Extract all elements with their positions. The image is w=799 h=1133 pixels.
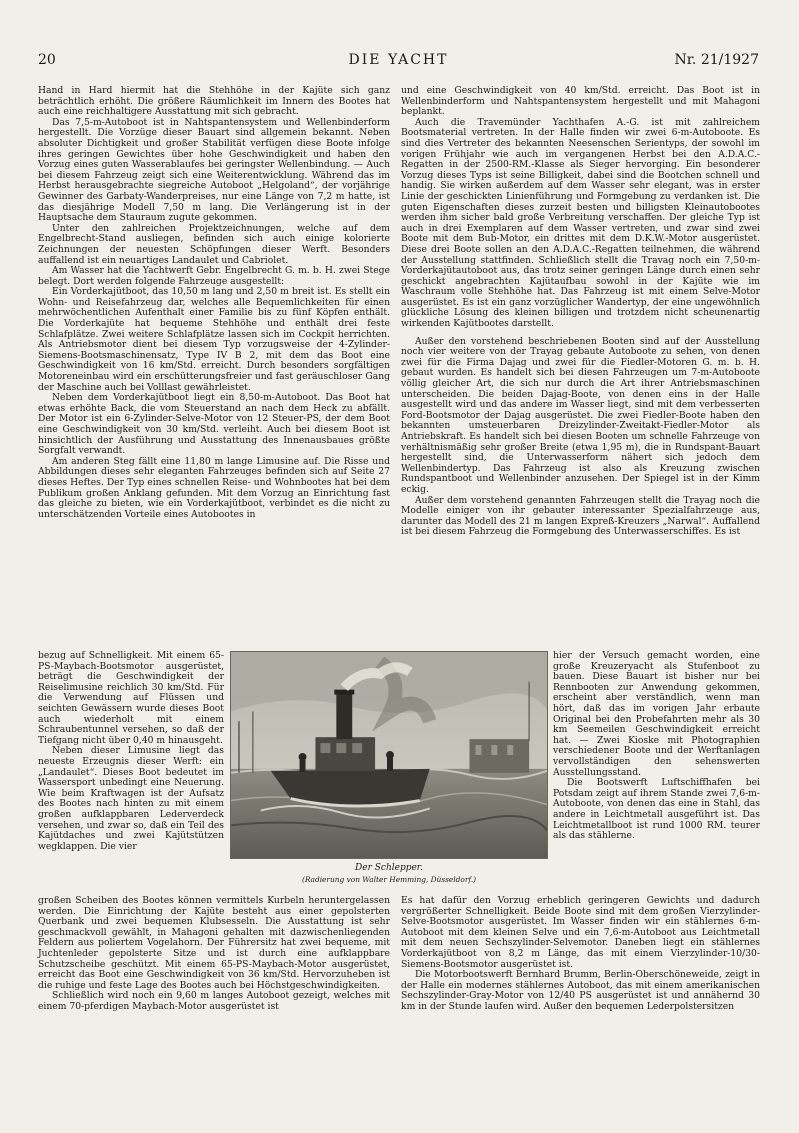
paragraph: hier der Versuch gemacht worden, eine große Kreuzeryacht als Stufenboot zu bauen. Diese Bauart ist bisher nur bei Rennbooten zur Anwendung gekommen, erscheint aber verständlich, wenn man hört, daß das im vorigen Jahr erbaute Original bei den Probefahrten mehr als 30 km Seemeilen Geschwindigkeit erreicht hat. — Zwei Kioske mit Photographien verschiedener Boote und der Werftanlagen vervollständigen den sehenswerten Ausstellungsstand.: [553, 650, 760, 778]
figure-caption: Der Schlepper.: [355, 863, 423, 873]
etching-figure: [230, 651, 548, 888]
paragraph: Außer den vorstehend beschriebenen Booten sind auf der Ausstellung noch vier weitere von der Trayag gebaute Autoboote zu sehen, von denen zwei für die Firma Dajag und zwei für die Fiedler-Motoren G. m. b. H. gebaut wurden. Es handelt sich bei diesen Fahrzeugen um 7-m-Autoboote völlig gleicher Art, die sich nur durch die Art ihrer Antriebsmaschinen unterscheiden. Die beiden Dajag-Boote, von denen eins in der Halle ausgestellt wird und das andere im Wasser liegt, sind mit dem verbesserten Ford-Bootsmotor der Dajag ausgerüstet. Die zwei Fiedler-Boote haben den bekannten umsteuerbaren Dreizylinder-Zweitakt-Fiedler-Motor als Antriebskraft. Es handelt sich bei diesen Booten um schnelle Fahrzeuge von verhältnismäßig sehr großer Breite (etwa 1,95 m), die in Rundspant-Bauart hergestellt sind, die Unterwasserform nähert sich jedoch dem Wellenbindertyp. Das Fahrzeug ist also als Kreuzung zwischen Rundspantboot und Wellenbinder anzusehen. Der Spiegel ist in der Kimm eckig.: [401, 335, 760, 495]
paragraph: Außer dem vorstehend genannten Fahrzeugen stellt die Trayag noch die Modelle einiger von ihr gebauter interessanter Spezialfahrzeuge aus, darunter das Modell des 21 m langen Expreß-Kreuzers „Narwal“. Auffallend ist bei diesem Fahrzeug die Formgebung des Unterwasserschiffes. Es ist: [401, 494, 760, 538]
paragraph: bezug auf Schnelligkeit. Mit einem 65-PS-Maybach-Bootsmotor ausgerüstet, beträgt die Geschwindigkeit der Reiselimusine reichlich 30 km/Std. Für die Verwendung auf Flüssen und seichten Gewässern wurde dieses Boot auch wiederholt mit einem Schraubentunnel versehen, so daß der Tiefgang nicht über 0,40 m hinausgeht.: [38, 650, 224, 746]
issue-number: Nr. 21/1927: [674, 52, 759, 68]
left-column-bottom: [38, 896, 390, 1013]
paragraph: Neben dieser Limusine liegt das neueste Erzeugnis dieser Werft: ein „Landaulet“. Dieses Boot bedeutet im Wassersport unbedingt eine Neuerung. Wie beim Kraftwagen ist der Aufsatz des Bootes nach hinten zu mit einem großen aufklappbaren Lederverdeck versehen, und zwar so, daß ein Teil des Kajütdaches und zwei Kajütstützen wegklappen. Die vier: [38, 745, 224, 852]
paragraph: Am Wasser hat die Yachtwerft Gebr. Engelbrecht G. m. b. H. zwei Stege belegt. Dort werden folgende Fahrzeuge ausgestellt:: [38, 265, 390, 287]
tugboat-illustration: [231, 652, 547, 858]
magazine-title: DIE YACHT: [348, 52, 449, 68]
paragraph: Auch die Travemünder Yachthafen A.-G. ist mit zahlreichem Bootsmaterial vertreten. In der Halle finden wir zwei 6-m-Autoboote. Es sind dies Vertreter des bekannten Neesenschen Serientyps, der sowohl im vorigen Frühjahr wie auch im vergangenen Herbst bei den A.D.A.C.-Regatten in der 2500-RM.-Klasse als Sieger hervorging. Ein besonderer Vorzug dieses Typs ist seine Billigkeit, dabei sind die Bootchen schnell und handig. Sie wirken außerdem auf dem Wasser sehr elegant, was in erster Linie der geschickten Linienführung und Formgebung zu verdanken ist. Die guten Eigenschaften dieses zurzeit besten und billigsten Kleinautobootes werden ihm sicher bald große Verbreitung verschaffen. Der gleiche Typ ist auch in drei Exemplaren auf dem Wasser vertreten, und zwar sind zwei Boote mit dem Bub-Motor, ein drittes mit dem D.K.W.-Motor ausgerüstet. Diese drei Boote sollen an den A.D.A.C.-Regatten teilnehmen, die während der Ausstellung stattfinden. Schließlich stellt die Travag noch ein 7,50-m-Vorderkajütautoboot aus, das trotz seiner geringen Länge durch einen sehr geschickt angebrachten Kajütaufbau sowohl in der Kajüte wie im Waschraum volle Stehhöhe hat. Das Fahrzeug ist mit einem Selve-Motor ausgerüstet. Es ist ein ganz vorzüglicher Wandertyp, der eine ungewöhnlich glückliche Lösung des kleinen billigen und trotzdem nicht scheunenartig wirkenden Kajütbootes darstellt.: [401, 116, 760, 330]
paragraph: Ein Vorderkajütboot, das 10,50 m lang und 2,50 m breit ist. Es stellt ein Wohn- und Reisefahrzeug dar, welches alle Bequemlichkeiten für einen mehrwöchentlichen Aufenthalt einer Familie bis zu fünf Köpfen enthält. Die Vorderkajüte hat bequeme Stehhöhe und enthält drei feste Schlafplätze. Zwei weitere Schlafplätze lassen sich im Cockpit herrichten. Als Antriebsmotor dient bei diesem Typ vorzugsweise der 4-Zylinder-Siemens-Bootsmaschinensatz, Type IV B 2, mit dem das Boot eine Geschwindigkeit von 16 km/Std. erreicht. Durch besonders sorgfältigen Motoreneinbau wird ein erschütterungsfreier und fast geräuschloser Gang der Maschine auch bei Volllast gewährleistet.: [38, 286, 390, 393]
paragraph: Am anderen Steg fällt eine 11,80 m lange Limusine auf. Die Risse und Abbildungen dieses sehr eleganten Fahrzeuges befinden sich auf Seite 27 dieses Heftes. Der Typ eines schnellen Reise- und Wohnbootes hat bei dem Publikum großen Anklang gefunden. Mit dem Vorzug an Einrichtung fast das gleiche zu bieten, wie ein Vorderkajütboot, verbindet es die nicht zu unterschätzenden Vorteile eines Autobootes in: [38, 455, 390, 520]
right-column-top: [401, 86, 760, 538]
left-column-top: [38, 86, 390, 520]
paragraph: Unter den zahlreichen Projektzeichnungen, welche auf dem Engelbrecht-Stand ausliegen, befinden sich auch einige kolorierte Zeichnungen der neuesten Schöpfungen dieser Werft. Besonders auffallend ist ein neuartiges Landaulet und Cabriolet.: [38, 222, 390, 266]
paragraph: Hand in Hard hiermit hat die Stehhöhe in der Kajüte sich ganz beträchtlich erhöht. Die größere Räumlichkeit im Innern des Bootes hat auch eine reichhaltigere Ausstattung mit sich gebracht.: [38, 85, 390, 118]
tugboat-etching-image: [230, 651, 548, 859]
right-column-bottom: [401, 896, 760, 1013]
paragraph: Neben dem Vorderkajütboot liegt ein 8,50-m-Autoboot. Das Boot hat etwas erhöhte Back, die vom Steuerstand an nach dem Heck zu abfällt. Der Motor ist ein 6-Zylinder-Selve-Motor von 12 Steuer-PS, der dem Boot eine Geschwindigkeit von 30 km/Std. verleiht. Auch bei diesem Boot ist hinsichtlich der Ausführung und Ausstattung des Innenausbaues größte Sorgfalt verwandt.: [38, 392, 390, 457]
right-column-beside-figure: [553, 651, 760, 842]
paragraph: Schließlich wird noch ein 9,60 m langes Autoboot gezeigt, welches mit einem 70-pferdigen Maybach-Motor ausgerüstet ist: [38, 990, 390, 1012]
paragraph: Es hat dafür den Vorzug erheblich geringeren Gewichts und dadurch vergrößerter Schnelligkeit. Beide Boote sind mit dem großen Vierzylinder-Selve-Bootsmotor ausgerüstet. Im Wasser finden wir ein stählernes 6-m-Autoboot mit dem kleinen Selve und ein 7,6-m-Autoboot aus Leichtmetall mit dem neuen Sechszylinder-Selvemotor. Daneben liegt ein stählernes Vorderkajütboot von 8,2 m Länge, das mit einem Vierzylinder-10/30-Siemens-Bootsmotor ausgerüstet ist.: [401, 895, 760, 970]
paragraph: Die Bootswerft Luftschiffhafen bei Potsdam zeigt auf ihrem Stande zwei 7,6-m-Autoboote, von denen das eine in Stahl, das andere in Leichtmetall ausgeführt ist. Das Leichtmetallboot ist rund 1000 RM. teurer als das stählerne.: [553, 777, 760, 842]
page-number: 20: [38, 52, 56, 68]
page-header: [38, 52, 759, 72]
paragraph: und eine Geschwindigkeit von 40 km/Std. erreicht. Das Boot ist in Wellenbinderform und Nahtspantensystem hergestellt und mit Mahagoni beplankt.: [401, 85, 760, 118]
paragraph: großen Scheiben des Bootes können vermittels Kurbeln heruntergelassen werden. Die Einrichtung der Kajüte besteht aus einer gepolsterten Querbank und zwei bequemen Klubsesseln. Die Ausstattung ist sehr geschmackvoll gewählt, in Mahagoni gehalten mit dazwischenliegenden Feldern aus poliertem Vogelahorn. Der Führersitz hat zwei bequeme, mit Juchtenleder gepolsterte Sitze und ist durch eine aufklappbare Schutzscheibe geschützt. Mit einem 65-PS-Maybach-Motor ausgerüstet, erreicht das Boot eine Geschwindigkeit von 36 km/Std. Hervorzuheben ist die ruhige und feste Lage des Bootes auch bei Höchstgeschwindigkeiten.: [38, 895, 390, 991]
paragraph: Das 7,5-m-Autoboot ist in Nahtspantensystem und Wellenbinderform hergestellt. Die Vorzüge dieser Bauart sind allgemein bekannt. Neben absoluter Dichtigkeit und großer Stabilität verfügen diese Boote infolge ihres geringen Gewichtes über hohe Geschwindigkeit und haben den Vorzug eines guten Wasserablaufes bei geringster Wellenbindung. — Auch bei diesem Fahrzeug zeigt sich eine Weiterentwicklung. Während das im Herbst herausgebrachte siegreiche Autoboot „Helgoland“, der vorjährige Gewinner des Garbaty-Wanderpreises, nur eine Länge von 7,2 m hatte, ist das diesjährige Modell 7,50 m lang. Die Verlängerung ist in der Hauptsache dem Stauraum zugute gekommen.: [38, 116, 390, 224]
left-column-beside-figure: [38, 651, 224, 852]
figure-credit: (Radierung von Walter Hemming, Düsseldorf.): [301, 875, 477, 884]
paragraph: Die Motorbootswerft Bernhard Brumm, Berlin-Oberschöneweide, zeigt in der Halle ein modernes stählernes Autoboot, das mit einem amerikanischen Sechszylinder-Gray-Motor von 12/40 PS ausgerüstet ist und annähernd 30 km in der Stunde laufen wird. Außer den bequemen Lederpolstersitzen: [401, 969, 760, 1012]
